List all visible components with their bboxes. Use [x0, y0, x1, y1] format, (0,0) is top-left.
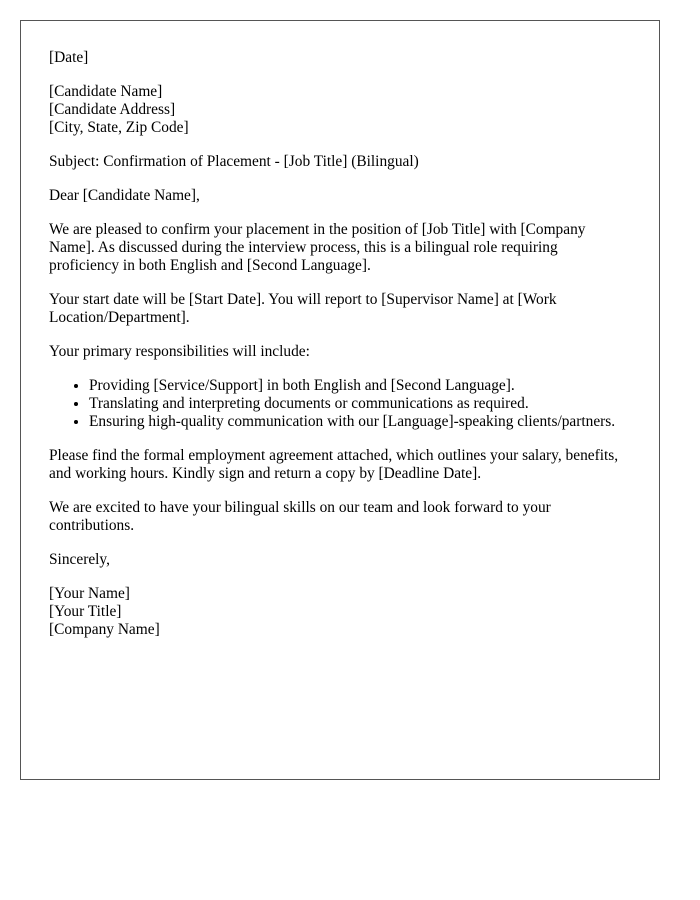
signature-name: [Your Name] — [49, 585, 130, 602]
recipient-name: [Candidate Name] — [49, 83, 163, 100]
list-item: • Providing [Service/Support] in both English and [Second Language]. — [89, 377, 631, 395]
signature-title: [Your Title] — [49, 603, 122, 620]
recipient-block — [49, 83, 631, 137]
responsibilities-intro: Your primary responsibilities will include: — [49, 343, 310, 360]
greeting: Dear [Candidate Name], — [49, 187, 200, 204]
list-item: • Ensuring high-quality communication with our [Language]-speaking clients/partners. — [89, 413, 631, 431]
intro-paragraph: We are pleased to confirm your placement in the position of [Job Title] with [Company Name]. As discussed during the interview process, this is a bilingual role requiring proficiency in both English and [Second Language]. — [49, 221, 586, 274]
subject-line: Subject: Confirmation of Placement - [Job Title] (Bilingual) — [49, 153, 419, 170]
letter-date — [49, 49, 631, 67]
start-date-paragraph: Your start date will be [Start Date]. You will report to [Supervisor Name] at [Work Location/Department]. — [49, 291, 557, 326]
signature-block — [49, 585, 631, 639]
closing-paragraph: We are excited to have your bilingual skills on our team and look forward to your contributions. — [49, 499, 551, 534]
date-text: [Date] — [49, 49, 89, 66]
letter-page — [20, 20, 660, 780]
list-item: • Translating and interpreting documents or communications as required. — [89, 395, 631, 413]
recipient-address: [Candidate Address] — [49, 101, 176, 118]
agreement-paragraph: Please find the formal employment agreement attached, which outlines your salary, benefits, and working hours. Kindly sign and return a copy by [Deadline Date]. — [49, 447, 619, 482]
recipient-city-state-zip: [City, State, Zip Code] — [49, 119, 189, 136]
signature-company: [Company Name] — [49, 621, 160, 638]
signoff: Sincerely, — [49, 551, 110, 568]
responsibilities-list — [49, 377, 631, 431]
